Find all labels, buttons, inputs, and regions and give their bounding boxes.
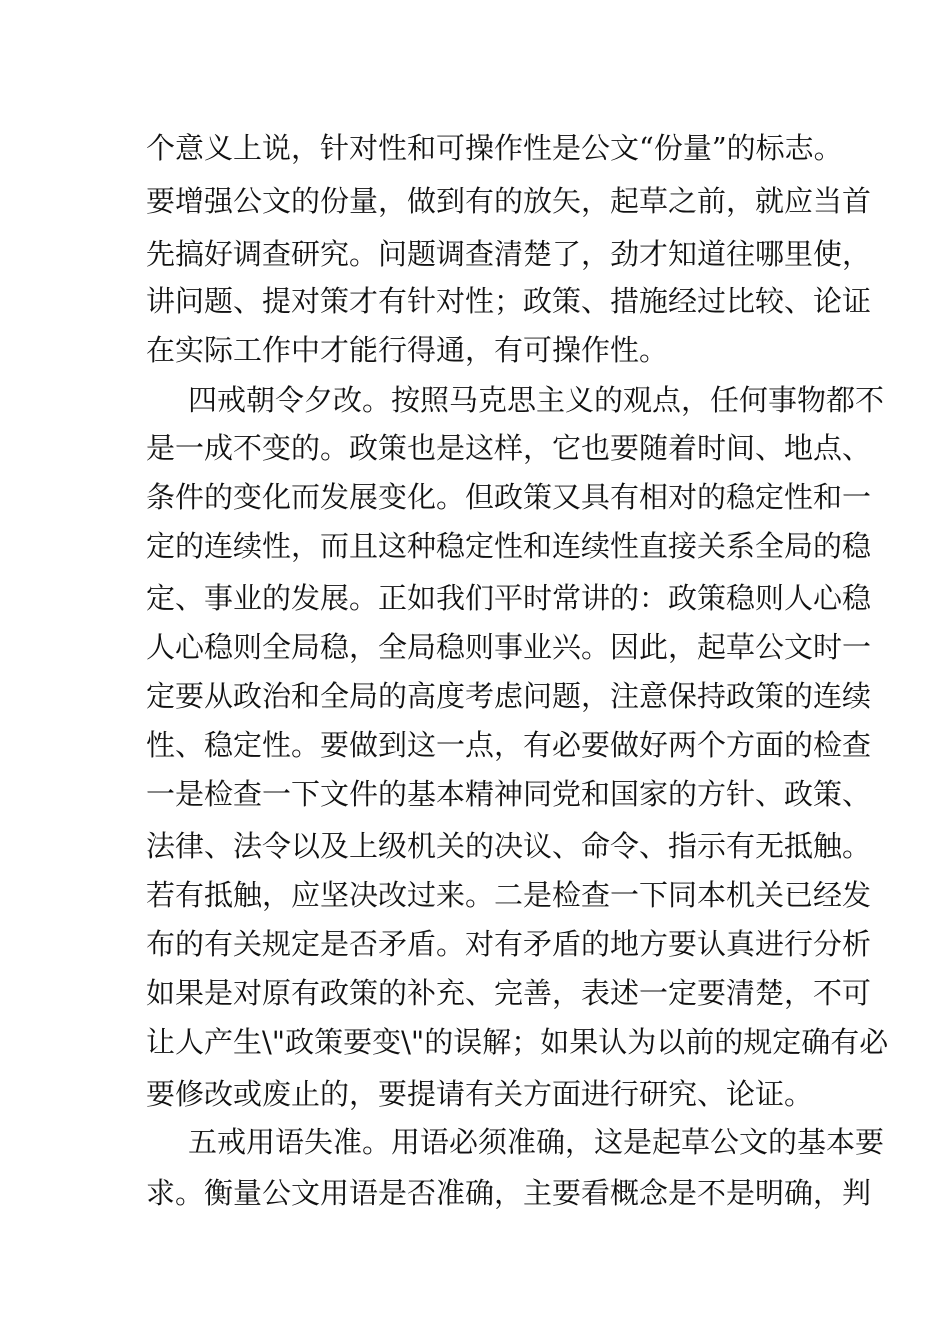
text-line: 求。衡量公文用语是否准确，主要看概念是不是明确，判 xyxy=(146,1176,872,1210)
text-line: 人心稳则全局稳，全局稳则事业兴。因此，起草公文时一 xyxy=(146,630,872,664)
text-line: 要修改或废止的，要提请有关方面进行研究、论证。 xyxy=(146,1077,814,1111)
text-line: 在实际工作中才能行得通，有可操作性。 xyxy=(146,333,669,367)
text-line: 定要从政治和全局的高度考虑问题，注意保持政策的连续 xyxy=(146,679,872,713)
text-line: 法律、法令以及上级机关的决议、命令、指示有无抵触。 xyxy=(146,829,872,863)
text-line: 条件的变化而发展变化。但政策又具有相对的稳定性和一 xyxy=(146,480,872,514)
paragraph-first-line: 四戒朝令夕改。按照马克思主义的观点，任何事物都不 xyxy=(188,383,885,417)
paragraph-first-line: 五戒用语失准。用语必须准确，这是起草公文的基本要 xyxy=(188,1125,885,1159)
text-line: 让人产生\"政策要变\"的误解；如果认为以前的规定确有必 xyxy=(146,1025,889,1059)
text-line: 要增强公文的份量，做到有的放矢，起草之前，就应当首 xyxy=(146,184,872,218)
text-line: 如果是对原有政策的补充、完善，表述一定要清楚，不可 xyxy=(146,976,872,1010)
text-line: 性、稳定性。要做到这一点，有必要做好两个方面的检查 xyxy=(146,728,872,762)
text-line: 若有抵触，应坚决改过来。二是检查一下同本机关已经发 xyxy=(146,878,872,912)
text-line: 讲问题、提对策才有针对性；政策、措施经过比较、论证 xyxy=(146,284,872,318)
text-line: 布的有关规定是否矛盾。对有矛盾的地方要认真进行分析 xyxy=(146,927,872,961)
text-line: 一是检查一下文件的基本精神同党和国家的方针、政策、 xyxy=(146,777,872,811)
text-line: 个意义上说，针对性和可操作性是公文“份量”的标志。 xyxy=(146,131,843,165)
text-line: 定、事业的发展。正如我们平时常讲的：政策稳则人心稳 xyxy=(146,581,872,615)
text-line: 定的连续性，而且这种稳定性和连续性直接关系全局的稳 xyxy=(146,529,872,563)
text-line: 是一成不变的。政策也是这样，它也要随着时间、地点、 xyxy=(146,431,872,465)
text-line: 先搞好调查研究。问题调查清楚了，劲才知道往哪里使， xyxy=(146,237,872,271)
